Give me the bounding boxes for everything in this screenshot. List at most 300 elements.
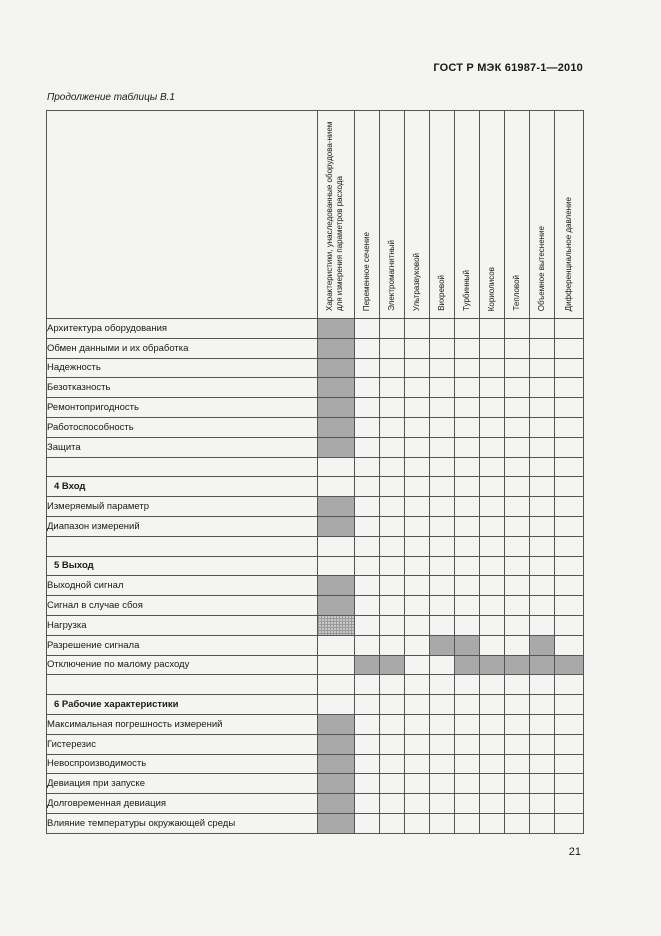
empty-cell	[405, 576, 430, 596]
row-label: Разрешение сигнала	[47, 635, 318, 655]
empty-cell	[505, 536, 530, 556]
empty-cell	[530, 714, 555, 734]
empty-cell	[480, 615, 505, 635]
empty-cell	[380, 576, 405, 596]
empty-cell	[530, 695, 555, 715]
empty-cell	[380, 497, 405, 517]
empty-cell	[405, 695, 430, 715]
table-row	[47, 635, 584, 655]
empty-cell	[480, 437, 505, 457]
row-label	[47, 536, 318, 556]
empty-cell	[480, 695, 505, 715]
section-header-row	[47, 477, 584, 497]
empty-cell	[480, 536, 505, 556]
empty-cell	[505, 497, 530, 517]
empty-cell	[555, 536, 584, 556]
row-label: Сигнал в случае сбоя	[47, 596, 318, 616]
empty-cell	[380, 774, 405, 794]
empty-cell	[480, 338, 505, 358]
header-coriolis	[480, 111, 505, 319]
shaded-cell	[318, 358, 355, 378]
empty-cell	[355, 675, 380, 695]
shaded-cell	[355, 655, 380, 675]
header-label: Электромагнитный	[387, 240, 396, 311]
shaded-cell	[318, 794, 355, 814]
shaded-cell	[318, 813, 355, 833]
empty-cell	[555, 338, 584, 358]
empty-cell	[505, 734, 530, 754]
empty-cell	[455, 497, 480, 517]
empty-cell	[555, 576, 584, 596]
empty-cell	[480, 754, 505, 774]
empty-cell	[505, 319, 530, 339]
empty-cell	[380, 714, 405, 734]
empty-cell	[355, 734, 380, 754]
shaded-cell	[455, 635, 480, 655]
empty-cell	[318, 457, 355, 477]
empty-cell	[318, 556, 355, 576]
empty-cell	[380, 378, 405, 398]
empty-cell	[555, 813, 584, 833]
empty-cell	[530, 516, 555, 536]
empty-cell	[380, 635, 405, 655]
empty-cell	[405, 714, 430, 734]
empty-cell	[455, 378, 480, 398]
empty-cell	[380, 794, 405, 814]
table-row	[47, 378, 584, 398]
empty-cell	[455, 754, 480, 774]
table-row	[47, 655, 584, 675]
empty-cell	[555, 556, 584, 576]
empty-cell	[505, 378, 530, 398]
empty-cell	[430, 774, 455, 794]
empty-cell	[505, 398, 530, 418]
shaded-cell	[318, 497, 355, 517]
empty-cell	[530, 813, 555, 833]
empty-cell	[480, 556, 505, 576]
empty-cell	[530, 556, 555, 576]
empty-cell	[505, 417, 530, 437]
table-row	[47, 596, 584, 616]
empty-cell	[455, 813, 480, 833]
header-label: Турбинный	[462, 270, 471, 311]
header-label: Объемное вытеснение	[537, 225, 546, 311]
empty-cell	[555, 615, 584, 635]
table-row	[47, 714, 584, 734]
empty-cell	[480, 477, 505, 497]
empty-cell	[455, 477, 480, 497]
empty-cell	[505, 754, 530, 774]
empty-cell	[380, 734, 405, 754]
empty-cell	[430, 675, 455, 695]
empty-cell	[405, 754, 430, 774]
empty-cell	[430, 516, 455, 536]
empty-cell	[480, 319, 505, 339]
row-label	[47, 457, 318, 477]
empty-cell	[555, 695, 584, 715]
empty-cell	[505, 556, 530, 576]
table-row	[47, 813, 584, 833]
empty-cell	[555, 774, 584, 794]
empty-cell	[318, 655, 355, 675]
empty-cell	[430, 477, 455, 497]
shaded-cell	[318, 319, 355, 339]
empty-cell	[380, 338, 405, 358]
empty-cell	[505, 794, 530, 814]
empty-cell	[355, 774, 380, 794]
empty-cell	[530, 398, 555, 418]
empty-cell	[380, 536, 405, 556]
table-row	[47, 319, 584, 339]
empty-cell	[405, 655, 430, 675]
empty-cell	[430, 378, 455, 398]
empty-cell	[355, 378, 380, 398]
empty-cell	[405, 398, 430, 418]
shaded-cell	[530, 635, 555, 655]
empty-cell	[355, 398, 380, 418]
empty-cell	[530, 477, 555, 497]
table-row	[47, 794, 584, 814]
document-id: ГОСТ Р МЭК 61987-1—2010	[433, 62, 583, 74]
row-label: Выходной сигнал	[47, 576, 318, 596]
empty-cell	[318, 635, 355, 655]
empty-cell	[455, 516, 480, 536]
empty-cell	[430, 319, 455, 339]
empty-cell	[355, 754, 380, 774]
header-blank-cell	[47, 111, 318, 319]
empty-cell	[555, 734, 584, 754]
row-label: Надежность	[47, 358, 318, 378]
empty-cell	[430, 695, 455, 715]
table-row	[47, 398, 584, 418]
header-label: Вихревой	[437, 275, 446, 311]
empty-cell	[530, 615, 555, 635]
shaded-cell	[318, 437, 355, 457]
empty-cell	[405, 457, 430, 477]
empty-cell	[480, 417, 505, 437]
header-inherited-characteristics	[318, 111, 355, 319]
empty-cell	[318, 536, 355, 556]
empty-cell	[380, 477, 405, 497]
row-label: Максимальная погрешность измерений	[47, 714, 318, 734]
shaded-cell	[318, 774, 355, 794]
spacer-row	[47, 536, 584, 556]
empty-cell	[430, 813, 455, 833]
empty-cell	[530, 378, 555, 398]
empty-cell	[430, 714, 455, 734]
empty-cell	[380, 813, 405, 833]
empty-cell	[455, 714, 480, 734]
table-header-row	[47, 111, 584, 319]
empty-cell	[555, 457, 584, 477]
empty-cell	[530, 319, 555, 339]
empty-cell	[430, 576, 455, 596]
empty-cell	[405, 596, 430, 616]
row-label: Гистерезис	[47, 734, 318, 754]
empty-cell	[505, 457, 530, 477]
header-label: Переменное сечение	[362, 231, 371, 311]
shaded-cell	[318, 398, 355, 418]
empty-cell	[380, 675, 405, 695]
empty-cell	[430, 437, 455, 457]
header-variable-area	[355, 111, 380, 319]
empty-cell	[480, 497, 505, 517]
empty-cell	[405, 378, 430, 398]
table-row	[47, 774, 584, 794]
shaded-cell	[530, 655, 555, 675]
empty-cell	[530, 417, 555, 437]
shaded-cell	[318, 596, 355, 616]
header-label: Ультразвуковой	[412, 252, 421, 311]
empty-cell	[555, 477, 584, 497]
empty-cell	[405, 437, 430, 457]
header-differential-pressure	[555, 111, 584, 319]
row-label	[47, 675, 318, 695]
shaded-cell	[318, 338, 355, 358]
empty-cell	[405, 358, 430, 378]
empty-cell	[530, 358, 555, 378]
empty-cell	[480, 398, 505, 418]
empty-cell	[380, 417, 405, 437]
shaded-cell	[318, 516, 355, 536]
row-label: Девиация при запуске	[47, 774, 318, 794]
empty-cell	[455, 319, 480, 339]
table-body	[47, 319, 584, 834]
empty-cell	[430, 536, 455, 556]
table-row	[47, 734, 584, 754]
header-turbine	[455, 111, 480, 319]
empty-cell	[555, 754, 584, 774]
empty-cell	[480, 358, 505, 378]
shaded-cell	[455, 655, 480, 675]
empty-cell	[455, 794, 480, 814]
empty-cell	[380, 596, 405, 616]
section-title: 6 Рабочие характеристики	[47, 695, 318, 715]
characteristics-table	[46, 110, 584, 834]
empty-cell	[555, 675, 584, 695]
section-title: 5 Выход	[47, 556, 318, 576]
empty-cell	[505, 675, 530, 695]
row-label: Защита	[47, 437, 318, 457]
empty-cell	[430, 754, 455, 774]
empty-cell	[505, 813, 530, 833]
row-label: Нагрузка	[47, 615, 318, 635]
row-label: Безотказность	[47, 378, 318, 398]
empty-cell	[355, 794, 380, 814]
header-vortex	[430, 111, 455, 319]
shaded-cell	[318, 714, 355, 734]
table-row	[47, 358, 584, 378]
empty-cell	[430, 794, 455, 814]
empty-cell	[430, 358, 455, 378]
row-label: Невоспроизводимость	[47, 754, 318, 774]
empty-cell	[380, 437, 405, 457]
empty-cell	[355, 536, 380, 556]
empty-cell	[480, 378, 505, 398]
header-label: Дифференциальное давление	[564, 196, 573, 311]
header-positive-displacement	[530, 111, 555, 319]
shaded-cell	[318, 734, 355, 754]
section-header-row	[47, 695, 584, 715]
empty-cell	[430, 457, 455, 477]
empty-cell	[355, 338, 380, 358]
section-title: 4 Вход	[47, 477, 318, 497]
empty-cell	[480, 576, 505, 596]
empty-cell	[355, 457, 380, 477]
shaded-cell	[480, 655, 505, 675]
empty-cell	[530, 497, 555, 517]
empty-cell	[480, 794, 505, 814]
row-label: Диапазон измерений	[47, 516, 318, 536]
empty-cell	[480, 734, 505, 754]
empty-cell	[455, 774, 480, 794]
row-label: Отключение по малому расходу	[47, 655, 318, 675]
empty-cell	[318, 695, 355, 715]
empty-cell	[505, 695, 530, 715]
empty-cell	[355, 497, 380, 517]
empty-cell	[530, 576, 555, 596]
empty-cell	[355, 516, 380, 536]
empty-cell	[455, 358, 480, 378]
empty-cell	[555, 596, 584, 616]
shaded-cell	[318, 378, 355, 398]
empty-cell	[555, 358, 584, 378]
empty-cell	[430, 398, 455, 418]
empty-cell	[405, 774, 430, 794]
empty-cell	[505, 477, 530, 497]
table-caption: Продолжение таблицы В.1	[47, 92, 175, 103]
empty-cell	[480, 457, 505, 477]
empty-cell	[355, 556, 380, 576]
empty-cell	[555, 417, 584, 437]
empty-cell	[555, 794, 584, 814]
shaded-cell	[380, 655, 405, 675]
empty-cell	[405, 516, 430, 536]
empty-cell	[405, 556, 430, 576]
empty-cell	[405, 813, 430, 833]
table-row	[47, 754, 584, 774]
empty-cell	[480, 813, 505, 833]
empty-cell	[355, 576, 380, 596]
empty-cell	[405, 536, 430, 556]
empty-cell	[380, 398, 405, 418]
empty-cell	[555, 635, 584, 655]
empty-cell	[505, 516, 530, 536]
empty-cell	[405, 794, 430, 814]
shaded-cell	[318, 417, 355, 437]
empty-cell	[555, 497, 584, 517]
table-row	[47, 497, 584, 517]
row-label: Влияние температуры окружающей среды	[47, 813, 318, 833]
empty-cell	[405, 615, 430, 635]
empty-cell	[505, 596, 530, 616]
empty-cell	[505, 338, 530, 358]
empty-cell	[380, 695, 405, 715]
empty-cell	[480, 714, 505, 734]
row-label: Долговременная девиация	[47, 794, 318, 814]
empty-cell	[430, 596, 455, 616]
row-label: Ремонтопригодность	[47, 398, 318, 418]
empty-cell	[430, 615, 455, 635]
empty-cell	[530, 536, 555, 556]
page-number: 21	[568, 846, 581, 858]
spacer-row	[47, 457, 584, 477]
empty-cell	[355, 813, 380, 833]
empty-cell	[405, 338, 430, 358]
empty-cell	[480, 596, 505, 616]
empty-cell	[380, 615, 405, 635]
empty-cell	[455, 417, 480, 437]
empty-cell	[505, 576, 530, 596]
empty-cell	[380, 516, 405, 536]
empty-cell	[405, 417, 430, 437]
empty-cell	[430, 497, 455, 517]
shaded-cell	[555, 655, 584, 675]
table-row	[47, 576, 584, 596]
empty-cell	[380, 319, 405, 339]
empty-cell	[455, 556, 480, 576]
table-row	[47, 516, 584, 536]
row-label: Обмен данными и их обработка	[47, 338, 318, 358]
empty-cell	[530, 437, 555, 457]
empty-cell	[455, 457, 480, 477]
empty-cell	[318, 477, 355, 497]
shaded-cell	[318, 754, 355, 774]
empty-cell	[405, 734, 430, 754]
empty-cell	[405, 477, 430, 497]
empty-cell	[355, 714, 380, 734]
section-header-row	[47, 556, 584, 576]
empty-cell	[405, 635, 430, 655]
table-row	[47, 437, 584, 457]
empty-cell	[430, 556, 455, 576]
empty-cell	[405, 319, 430, 339]
empty-cell	[430, 734, 455, 754]
empty-cell	[355, 635, 380, 655]
empty-cell	[530, 596, 555, 616]
empty-cell	[505, 774, 530, 794]
empty-cell	[555, 319, 584, 339]
empty-cell	[380, 457, 405, 477]
empty-cell	[530, 338, 555, 358]
shaded-cell	[318, 576, 355, 596]
empty-cell	[405, 497, 430, 517]
empty-cell	[355, 417, 380, 437]
empty-cell	[480, 516, 505, 536]
empty-cell	[530, 774, 555, 794]
empty-cell	[355, 695, 380, 715]
empty-cell	[555, 398, 584, 418]
empty-cell	[455, 615, 480, 635]
empty-cell	[355, 358, 380, 378]
empty-cell	[530, 754, 555, 774]
empty-cell	[505, 714, 530, 734]
empty-cell	[455, 675, 480, 695]
empty-cell	[530, 794, 555, 814]
shaded-cell	[430, 635, 455, 655]
empty-cell	[455, 695, 480, 715]
empty-cell	[405, 675, 430, 695]
shaded-cell	[505, 655, 530, 675]
table-row	[47, 417, 584, 437]
empty-cell	[530, 675, 555, 695]
empty-cell	[555, 516, 584, 536]
header-label: Кориолисов	[487, 266, 496, 311]
empty-cell	[455, 576, 480, 596]
empty-cell	[480, 675, 505, 695]
header-ultrasonic	[405, 111, 430, 319]
empty-cell	[555, 437, 584, 457]
